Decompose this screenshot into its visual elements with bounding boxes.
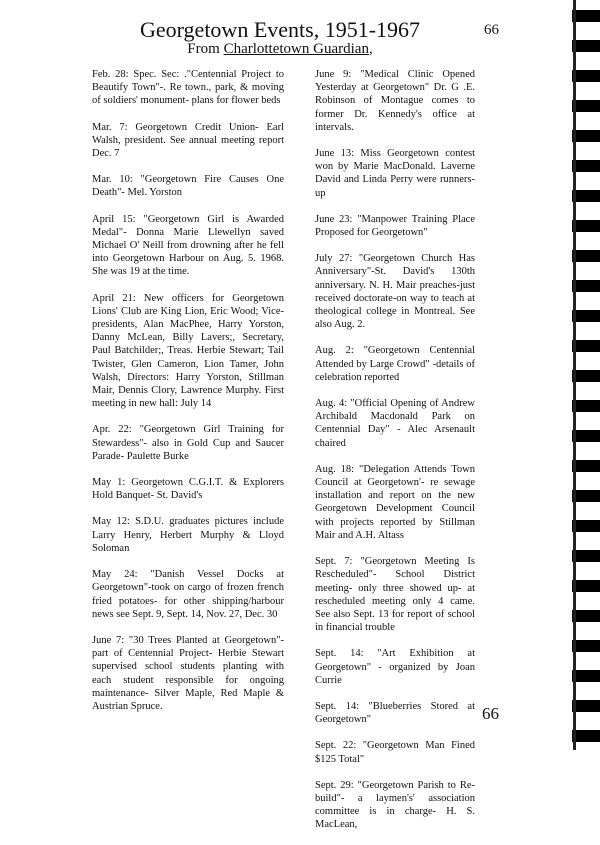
event-entry: June 13: Miss Georgetown contest won by Marie MacDonald. Laverne David and Linda Perry were runners-up (315, 148, 475, 199)
event-entry: June 9: "Medical Clinic Opened Yesterday at Georgetown" Dr. G .E. Robinson of Montague comes to former Dr. Kennedy's office at intervals. (315, 69, 475, 133)
event-entry: Sept. 14: "Art Exhibition at Georgetown" - organized by Joan Currie (315, 648, 475, 686)
page-subtitle (0, 41, 560, 58)
event-entry: Sept. 7: "Georgetown Meeting Is Rescheduled"- School District meeting- only three showed up- at rescheduled meeting only 4 came. See also Sept. 13 for report of school in financial trouble (315, 556, 475, 634)
event-entry: Mar. 10: "Georgetown Fire Causes One Death"- Mel. Yorston (92, 174, 284, 199)
event-entry: Sept. 29: "Georgetown Parish to Re-build"- a laymen's' association committee is in charge- H. S. MacLean, (315, 779, 475, 831)
event-entry: June 7: "30 Trees Planted at Georgetown"- part of Centennial Project- Herbie Stewart supervised school students planting with each student responsible for ongoing maintenance- Silver Maple, Red Maple & Austrian Spruce. (92, 634, 284, 712)
event-entry: Sept. 22: "Georgetown Man Fined $125 Total" (315, 740, 475, 765)
event-entry: Aug. 2: "Georgetown Centennial Attended by Large Crowd" -details of celebration reported (315, 345, 475, 383)
event-entry: May 12: S.D.U. graduates pictures include Larry Henry, Herbert Murphy & Lloyd Soloman (92, 516, 284, 554)
page-number-top: 66 (484, 22, 499, 38)
event-entry: Mar. 7: Georgetown Credit Union- Earl Walsh, president. See annual meeting report Dec. 7 (92, 121, 284, 160)
page-title: Georgetown Events, 1951-1967 (139, 17, 421, 42)
spiral-binding (572, 0, 600, 750)
left-column (92, 68, 284, 726)
page-number-bottom: 66 (482, 704, 499, 723)
event-entry: May 1: Georgetown C.G.I.T. & Explorers Hold Banquet- St. David's (92, 477, 284, 502)
event-entry: April 21: New officers for Georgetown Lions' Club are King Lion, Eric Wood; Vice-presidents, Alan MacPhee, Harry Yorston, Danny McLean, Billy Lavers;, Secretary, Paul Batchilder;, Treas. Herbie Stewart; Tail Twister, Glen Cameron, Lion Tamer, John Walsh, Directors: Harry Yorston, Stillman Mair, Dennis Clory, Lawrence Murphy. First meeting in new hall: July 14 (92, 292, 284, 410)
event-entry: July 27: "Georgetown Church Has Anniversary"-St. David's 130th anniversary. N. H. Mair preaches-just received doctorate-on way to teach at theological college in Montreal. See also Aug. 2. (315, 253, 475, 331)
event-entry: Aug. 18: "Delegation Attends Town Council at Georgetown'- re sewage installation and report on the new Georgetown Development Council with projects reported by Stillman Mair and A.H. Altass (315, 463, 475, 541)
subtitle-suffix: , (368, 41, 373, 57)
event-entry: Aug. 4: "Official Opening of Andrew Archibald Macdonald Park on Centennial Day" - Alec Arsenault chaired (315, 398, 475, 449)
subtitle-prefix: From (187, 41, 224, 57)
spiral-binding-edge (573, 0, 576, 750)
event-entry: June 23: "Manpower Training Place Proposed for Georgetown" (315, 213, 475, 239)
subtitle-source: Charlottetown Guardian (223, 41, 369, 57)
right-column (315, 68, 475, 845)
event-entry: April 15: "Georgetown Girl is Awarded Medal"- Donna Marie Llewellyn saved Michael O' Neill from drowning after he fell into Georgetown Harbour on Aug. 5. 1968. She was 19 at the time. (92, 213, 284, 278)
event-entry: Sept. 14: "Blueberries Stored at Georgetown" (315, 700, 475, 726)
event-entry: Feb. 28: Spec. Sec: ."Centennial Project to Beautify Town"-. Re town., park, & moving of soldiers' monument- plans for flower beds (92, 69, 284, 107)
event-entry: May 24: "Danish Vessel Docks at Georgetown"-took on cargo of frozen french fried potatoes- for other shipping/harbour news see Sept. 9, Sept. 14, Nov. 27, Dec. 30 (92, 569, 284, 620)
event-entry: Apr. 22: "Georgetown Girl Training for Stewardess"- also in Gold Cup and Saucer Parade- Paulette Burke (92, 424, 284, 462)
